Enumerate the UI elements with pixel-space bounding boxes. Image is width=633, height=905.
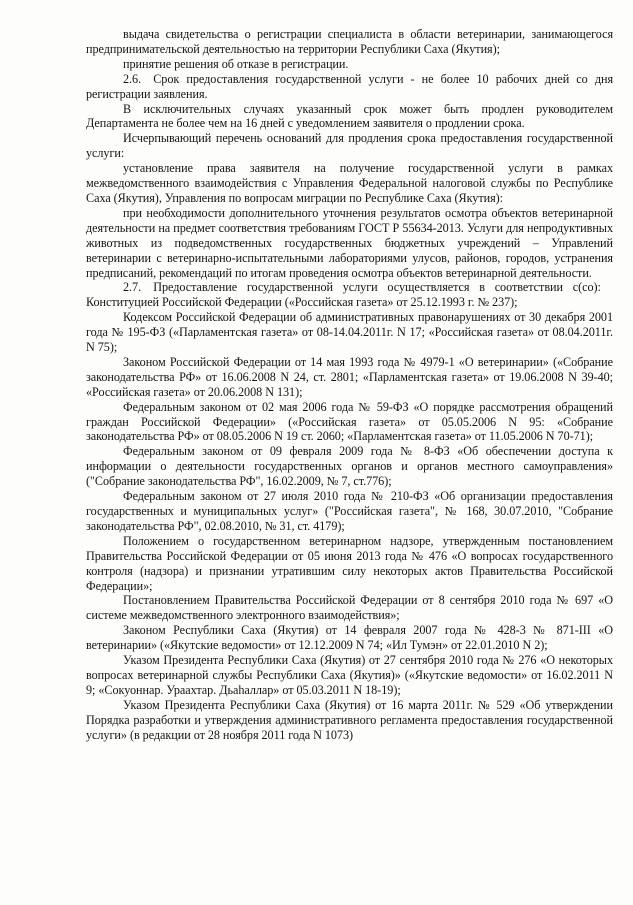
paragraph-veterinary-supervision: Положением о государственном ветеринарном надзоре, утвержденным постановлением Правительства Российской Федерации от 05 июня 2013 года № 476 «О вопросах государственного контроля (надзора) и признании утратившим силу некоторых актов Правительства Российской Федерации»; [86,533,613,593]
paragraph-decree-529: Указом Президента Республики Саха (Якутия) от 16 марта 2011г. № 529 «Об утверждении Порядка разработки и утверждения административного регламента предоставления государственной услуги» (в редакции от 28 ноября 2011 года N 1073) [86,697,613,742]
paragraph-certificate-issue: выдача свидетельства о регистрации специалиста в области ветеринарии, занимающегося предпринимательской деятельностью на территории Республики Саха (Якутия); [86,27,613,56]
paragraph-federal-law-8: Федеральным законом от 09 февраля 2009 года № 8-ФЗ «Об обеспечении доступа к информации о деятельности государственных органов и органов местного самоуправления» ("Собрание законодательства РФ", 16.02.2009, № 7, ст.776); [86,444,613,489]
paragraph-interagency-interaction: установление права заявителя на получение государственной услуги в рамках межведомственного взаимодействия с Управления Федеральной налоговой службы по Республике Саха (Якутия), Управления по вопросам миграции по Республике Саха (Якутия): [86,161,613,205]
paragraph-inspection-clarification: при необходимости дополнительного уточнения результатов осмотра объектов ветеринарной деятельности на предмет соответствия требованиям ГОСТ Р 55634-2013. Услуги для непродуктивных животных из подведомственных государственных бюджетных учреждений – Управлений ветеринарии с ветеринарно-испытательными лабораториями улусов, районов, городов, устранения предписаний, рекомендаций по итогам проведения осмотра объектов ветеринарной деятельности. [86,205,613,280]
paragraph-resolution-697: Постановлением Правительства Российской Федерации от 8 сентября 2010 года № 697 «О системе межведомственного электронного взаимодействия»; [86,593,613,623]
paragraph-extension-grounds: Исчерпывающий перечень оснований для продления срока предоставления государственной услуги: [86,131,613,161]
paragraph-decree-276: Указом Президента Республики Саха (Якутия) от 27 сентября 2010 года № 276 «О некоторых вопросах ветеринарной службы Республики Саха (Якутия)» («Якутские ведомости» от 16.02.2011 N 9; «Сокуоннар. Ураахтар. Дьаһаллар» от 05.03.2011 N 18-19); [86,653,613,697]
paragraph-veterinary-law: Законом Российской Федерации от 14 мая 1993 года № 4979-1 «О ветеринарии» («Собрание законодательства РФ» от 16.06.2008 N 24, ст. 2801; «Парламентская газета» от 19.06.2008 N 39-40; «Российская газета» от 20.06.2008 N 131); [86,354,613,399]
paragraph-refusal-decision: принятие решения об отказе в регистрации. [123,56,349,71]
paragraph-2-7-legal-basis: 2.7. Предоставление государственной услуги осуществляется в соответствии с(со): Конституцией Российской Федерации («Российская газета» от 25.12.1993 г. № 237); [86,280,613,310]
paragraph-yakutia-veterinary-law: Законом Республики Саха (Якутия) от 14 февраля 2007 года № 428-3 № 871-III «О ветеринарии» («Якутские ведомости» от 12.12.2009 N 74; «Ил Тумэн» от 22.01.2010 N 2); [86,623,613,653]
paragraph-federal-law-210: Федеральным законом от 27 июля 2010 года № 210-ФЗ «Об организации предоставления государственных и муниципальных услуг» ("Российская газета", № 168, 30.07.2010, "Собрание законодательства РФ", 02.08.2010, № 31, ст. 4179); [86,489,613,533]
paragraph-federal-law-59: Федеральным законом от 02 мая 2006 года № 59-ФЗ «О порядке рассмотрения обращений граждан Российской Федерации» («Российская газета» от 05.05.2006 N 95: «Собрание законодательства РФ» от 08.05.2006 N 19 ст. 2060; «Парламентская газета» от 11.05.2006 N 70-71); [86,399,613,444]
paragraph-2-6-service-term: 2.6. Срок предоставления государственной услуги - не более 10 рабочих дней со дня регистрации заявления. [86,71,613,101]
paragraph-administrative-code: Кодексом Российской Федерации об административных правонарушениях от 30 декабря 2001 года № 195-ФЗ («Парламентская газета» от 08-14.04.2011г. N 17; «Российская газета» от 08.04.2011г. N 75); [86,310,613,355]
paragraph-term-extension: В исключительных случаях указанный срок может быть продлен руководителем Департамента не более чем на 16 дней с уведомлением заявителя о продлении срока. [86,101,613,131]
